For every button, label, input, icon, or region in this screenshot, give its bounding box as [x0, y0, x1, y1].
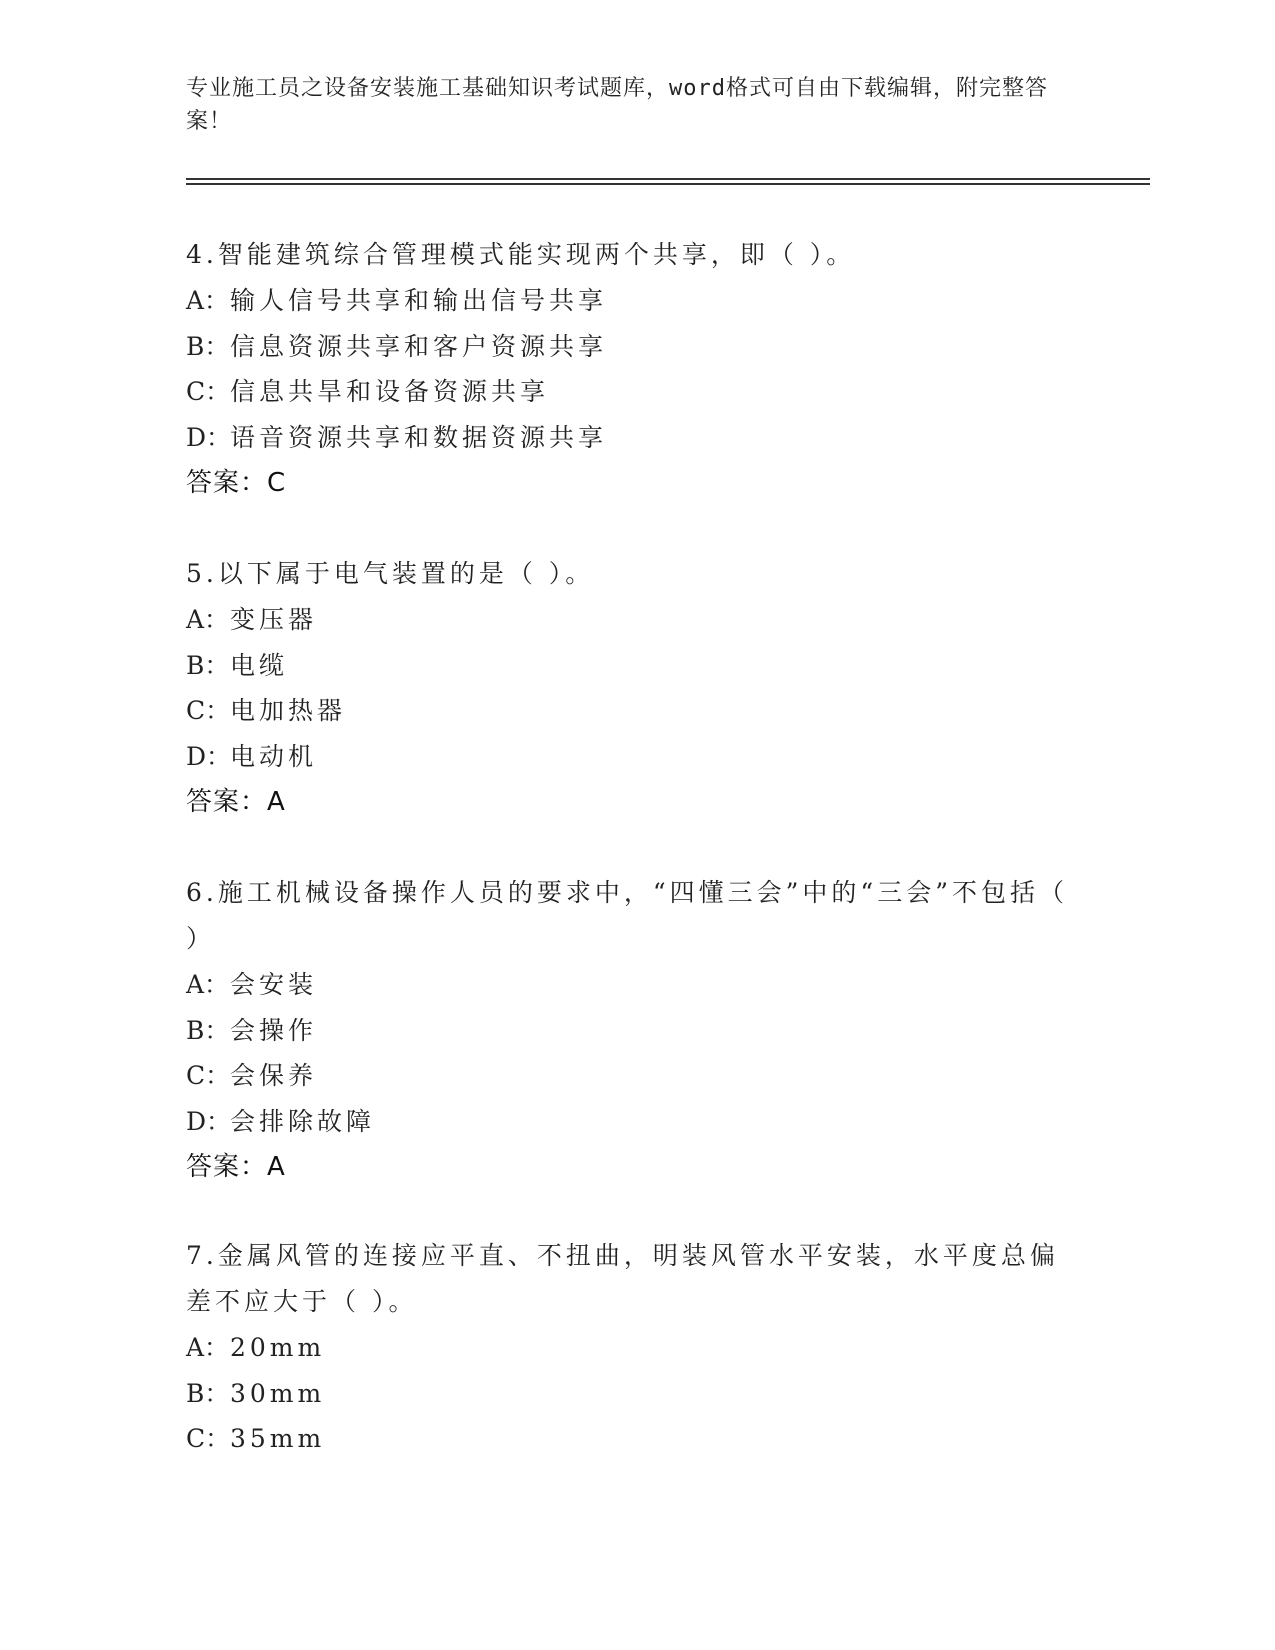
answer-line: 答案：A — [186, 787, 286, 817]
option-key: C： — [186, 696, 231, 725]
option-text: 电加热器 — [230, 696, 347, 725]
option-c — [186, 1053, 1086, 1099]
option-key: B： — [186, 331, 230, 361]
option-d — [186, 415, 1086, 461]
option-key: D： — [186, 422, 232, 452]
option-c — [186, 1416, 1086, 1462]
option-text: 变压器 — [230, 605, 318, 634]
answer-line: 答案：C — [186, 468, 287, 498]
question-4 — [186, 232, 1086, 506]
option-key: A： — [186, 1333, 230, 1362]
option-text: 输人信号共享和输出信号共享 — [230, 286, 608, 315]
question-stem: 6.施工机械设备操作人员的要求中，“四懂三会”中的“三会”不包括（ ） — [186, 878, 1068, 953]
option-key: A： — [186, 286, 230, 315]
question-stem: 7.金属风管的连接应平直、不扭曲，明装风管水平安装，水平度总偏差不应大于（ ）。 — [186, 1241, 1059, 1316]
option-key: D： — [186, 741, 232, 771]
question-5 — [186, 551, 1086, 825]
header-divider-bottom — [186, 183, 1150, 185]
option-text: 信息共旱和设备资源共享 — [230, 377, 550, 406]
option-b — [186, 1008, 1086, 1054]
option-key: B： — [186, 1015, 230, 1045]
header-divider-top — [186, 178, 1150, 180]
option-key: A： — [186, 970, 230, 999]
option-text: 语音资源共享和数据资源共享 — [230, 422, 608, 452]
option-key: B： — [186, 1378, 230, 1408]
option-key: C： — [186, 377, 231, 406]
option-b — [186, 643, 1086, 689]
option-c — [186, 688, 1086, 734]
option-key: C： — [186, 1424, 231, 1453]
answer-line: 答案：A — [186, 1152, 286, 1182]
option-text: 电动机 — [230, 741, 318, 771]
option-key: D： — [186, 1106, 232, 1136]
question-6 — [186, 870, 1086, 1190]
option-key: A： — [186, 605, 230, 634]
option-text: 信息资源共享和客户资源共享 — [230, 331, 608, 361]
option-text: 电缆 — [230, 650, 289, 680]
option-text: 会保养 — [230, 1061, 318, 1090]
option-text: 20mm — [230, 1333, 326, 1362]
option-text: 30mm — [230, 1378, 326, 1408]
option-a — [186, 597, 1086, 643]
question-7 — [186, 1233, 1086, 1462]
option-text: 会排除故障 — [230, 1106, 376, 1136]
option-b — [186, 1371, 1086, 1417]
option-a — [186, 1325, 1086, 1371]
option-text: 会操作 — [230, 1015, 318, 1045]
option-key: B： — [186, 650, 230, 680]
option-d — [186, 734, 1086, 780]
option-text: 35mm — [230, 1424, 326, 1453]
question-stem: 4.智能建筑综合管理模式能实现两个共享，即（ ）。 — [186, 240, 856, 269]
option-c — [186, 369, 1086, 415]
option-d — [186, 1099, 1086, 1145]
option-b — [186, 324, 1086, 370]
option-text: 会安装 — [230, 970, 318, 999]
document-header: 专业施工员之设备安装施工基础知识考试题库，word格式可自由下载编辑，附完整答案！ — [186, 76, 1048, 134]
question-stem: 5.以下属于电气装置的是（ ）。 — [186, 559, 595, 588]
option-key: C： — [186, 1061, 231, 1090]
option-a — [186, 278, 1086, 324]
option-a — [186, 962, 1086, 1008]
